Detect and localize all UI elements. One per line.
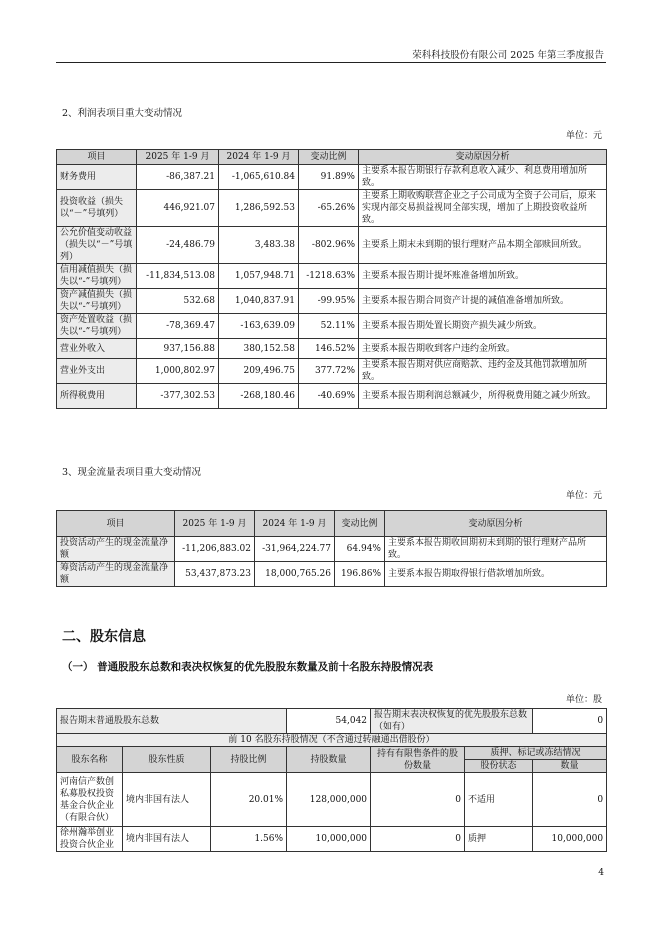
table-cell: 18,000,765.26 [255, 562, 335, 587]
header-rule [56, 62, 606, 63]
col-change: 变动比例 [335, 511, 385, 537]
table-cell: -802.96% [299, 227, 359, 264]
table-cell: 信用减值损失（损失以“-”号填列） [57, 264, 137, 289]
table-cell: 主要系上期末未到期的银行理财产品本期全部赎回所致。 [359, 227, 607, 264]
table-row [57, 359, 607, 384]
table-cell: -377,302.53 [137, 384, 219, 409]
table-cell: 1.56% [211, 827, 287, 852]
income-section-title: 2、利润表项目重大变动情况 [62, 108, 183, 119]
col-pledge-amount: 数量 [533, 760, 607, 773]
table-cell: 资产减值损失（损失以“-”号填列） [57, 289, 137, 314]
table-cell: -65.26% [299, 190, 359, 227]
table-row [57, 562, 607, 587]
cashflow-unit: 单位：元 [565, 491, 602, 501]
page-header-title: 荣科科技股份有限公司 2025 年第三季度报告 [412, 50, 604, 61]
table-row [57, 827, 607, 852]
table-cell: 52.11% [299, 314, 359, 339]
col-2025: 2025 年 1-9 月 [175, 511, 255, 537]
col-reason: 变动原因分析 [359, 150, 607, 165]
cashflow-change-table [56, 510, 607, 587]
table-cell: 主要系本报告期计提坏账准备增加所致。 [359, 264, 607, 289]
cashflow-header-row [57, 511, 607, 537]
table-cell: 937,156.88 [137, 339, 219, 359]
table-cell: -24,486.79 [137, 227, 219, 264]
col-change: 变动比例 [299, 150, 359, 165]
table-cell: 质押 [465, 827, 533, 852]
shareholder-heading: 二、股东信息 [62, 629, 146, 645]
table-row [57, 314, 607, 339]
pref-holders-value: 0 [533, 709, 607, 734]
pref-holders-label: 报告期末表决权恢复的优先股股东总数（如有） [371, 709, 533, 734]
table-cell: 公允价值变动收益（损失以“－”号填列） [57, 227, 137, 264]
col-2024: 2024 年 1-9 月 [219, 150, 299, 165]
table-cell: 0 [533, 773, 607, 827]
total-holders-value: 54,042 [287, 709, 371, 734]
table-cell: 64.94% [335, 537, 385, 562]
total-holders-row [57, 709, 607, 734]
table-cell: 53,437,873.23 [175, 562, 255, 587]
table-cell: 不适用 [465, 773, 533, 827]
table-row [57, 773, 607, 827]
table-row [57, 190, 607, 227]
table-row [57, 384, 607, 409]
table-cell: 196.86% [335, 562, 385, 587]
table-cell: 境内非国有法人 [123, 773, 211, 827]
col-restricted-shares: 持有有限售条件的股份数量 [371, 747, 465, 773]
table-cell: 主要系本报告期银行存款利息收入减少、利息费用增加所致。 [359, 165, 607, 190]
table-cell: 徐州瀚举创业投资合伙企业 [57, 827, 123, 852]
table-cell: -99.95% [299, 289, 359, 314]
table-cell: 1,040,837.91 [219, 289, 299, 314]
table-cell: 投资活动产生的现金流量净额 [57, 537, 175, 562]
table-cell: 380,152.58 [219, 339, 299, 359]
table-cell: -1218.63% [299, 264, 359, 289]
table-row [57, 227, 607, 264]
table-cell: 主要系本报告期收到客户违约金所致。 [359, 339, 607, 359]
table-row [57, 289, 607, 314]
table-cell: 营业外收入 [57, 339, 137, 359]
table-cell: -11,834,513.08 [137, 264, 219, 289]
table-cell: 主要系本报告期收回期初未到期的银行理财产品所致。 [385, 537, 607, 562]
shareholder-unit: 单位：股 [565, 695, 602, 705]
page-number: 4 [598, 868, 604, 878]
col-holding-ratio: 持股比例 [211, 747, 287, 773]
income-header-row [57, 150, 607, 165]
table-cell: -1,065,610.84 [219, 165, 299, 190]
col-item: 项目 [57, 150, 137, 165]
table-cell: 境内非国有法人 [123, 827, 211, 852]
table-cell: -11,206,883.02 [175, 537, 255, 562]
table-cell: 投资收益（损失以“－”号填列） [57, 190, 137, 227]
col-item: 项目 [57, 511, 175, 537]
table-row [57, 264, 607, 289]
table-cell: 主要系本报告期处置长期资产损失减少所致。 [359, 314, 607, 339]
table-row [57, 339, 607, 359]
table-cell: 主要系本报告期对供应商赔款、违约金及其他罚款增加所致。 [359, 359, 607, 384]
table-cell: -268,180.46 [219, 384, 299, 409]
table-cell: 资产处置收益（损失以“-”号填列） [57, 314, 137, 339]
table-cell: 0 [371, 773, 465, 827]
shareholder-subheading: （一） 普通股股东总数和表决权恢复的优先股股东数量及前十名股东持股情况表 [62, 661, 434, 673]
table-cell: 10,000,000 [533, 827, 607, 852]
table-cell: 1,057,948.71 [219, 264, 299, 289]
col-holder-name: 股东名称 [57, 747, 123, 773]
table-cell: -40.69% [299, 384, 359, 409]
col-2024: 2024 年 1-9 月 [255, 511, 335, 537]
col-2025: 2025 年 1-9 月 [137, 150, 219, 165]
table-cell: -86,387.21 [137, 165, 219, 190]
table-cell: 128,000,000 [287, 773, 371, 827]
table-cell: 所得税费用 [57, 384, 137, 409]
table-cell: -163,639.09 [219, 314, 299, 339]
col-holding-amount: 持股数量 [287, 747, 371, 773]
col-share-status: 股份状态 [465, 760, 533, 773]
income-unit: 单位：元 [565, 131, 602, 141]
income-change-table [56, 149, 607, 409]
table-cell: -31,964,224.77 [255, 537, 335, 562]
table-cell: 446,921.07 [137, 190, 219, 227]
cashflow-section-title: 3、现金流量表项目重大变动情况 [62, 467, 202, 478]
table-row [57, 537, 607, 562]
table-cell: 532.68 [137, 289, 219, 314]
table-cell: 财务费用 [57, 165, 137, 190]
total-holders-label: 报告期末普通股股东总数 [57, 709, 287, 734]
table-cell: 209,496.75 [219, 359, 299, 384]
col-pledge-group: 质押、标记或冻结情况 [465, 747, 607, 760]
table-cell: 1,000,802.97 [137, 359, 219, 384]
table-cell: 主要系本报告期合同资产计提的减值准备增加所致。 [359, 289, 607, 314]
col-reason: 变动原因分析 [385, 511, 607, 537]
table-cell: 3,483.38 [219, 227, 299, 264]
top10-caption: 前 10 名股东持股情况（不含通过转融通出借股份） [57, 734, 607, 747]
table-cell: -78,369.47 [137, 314, 219, 339]
table-cell: 20.01% [211, 773, 287, 827]
table-cell: 0 [371, 827, 465, 852]
table-cell: 筹资活动产生的现金流量净额 [57, 562, 175, 587]
table-cell: 主要系本报告期利润总额减少，所得税费用随之减少所致。 [359, 384, 607, 409]
share-header-row-1 [57, 747, 607, 760]
col-holder-type: 股东性质 [123, 747, 211, 773]
table-cell: 377.72% [299, 359, 359, 384]
table-row [57, 165, 607, 190]
table-cell: 河南信产数创私募股权投资基金合伙企业（有限合伙） [57, 773, 123, 827]
table-cell: 营业外支出 [57, 359, 137, 384]
shareholder-table [56, 708, 607, 852]
top10-caption-row [57, 734, 607, 747]
table-cell: 主要系上期收购联营企业之子公司成为全资子公司后，原来实现内部交易损益视同全部实现，增加了上期投资收益所致。 [359, 190, 607, 227]
table-cell: 10,000,000 [287, 827, 371, 852]
table-cell: 91.89% [299, 165, 359, 190]
table-cell: 146.52% [299, 339, 359, 359]
table-cell: 1,286,592.53 [219, 190, 299, 227]
table-cell: 主要系本报告期取得银行借款增加所致。 [385, 562, 607, 587]
